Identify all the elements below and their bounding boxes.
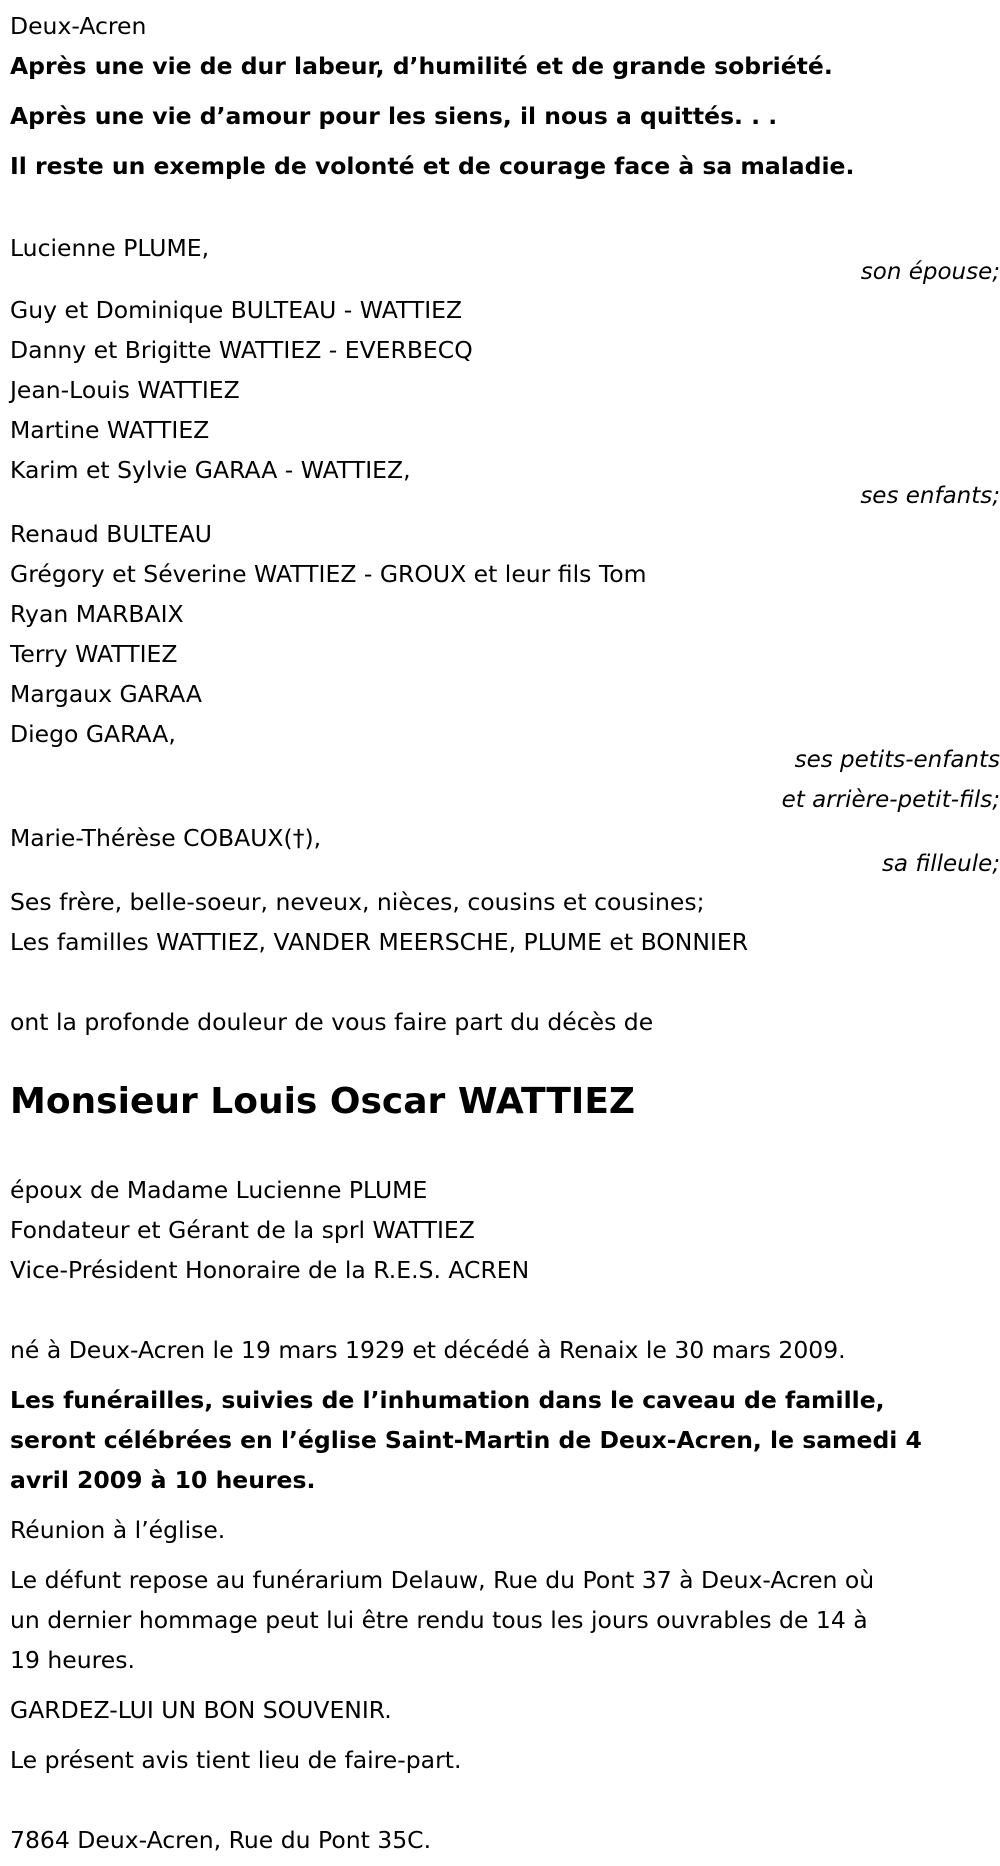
- grandchildren-role: ses petits-enfants: [794, 747, 1000, 773]
- place-heading: Deux-Acren: [10, 12, 147, 40]
- child-name: Martine WATTIEZ: [10, 416, 210, 444]
- viewing-info-line: 19 heures.: [10, 1646, 135, 1674]
- funeral-info-line: seront célébrées en l’église Saint-Martin de Deux-Acren, le samedi 4: [10, 1426, 922, 1454]
- spouse-role: son épouse;: [860, 259, 1000, 285]
- grandchild-name: Grégory et Séverine WATTIEZ - GROUX et leur fils Tom: [10, 560, 647, 588]
- other-families: Les familles WATTIEZ, VANDER MEERSCHE, PLUME et BONNIER: [10, 928, 749, 956]
- grandchild-name: Diego GARAA,: [10, 720, 176, 748]
- verse-line-1: Après une vie de dur labeur, d’humilité et de grande sobriété.: [10, 52, 833, 80]
- spouse-name: Lucienne PLUME,: [10, 234, 210, 262]
- funeral-info-line: Les funérailles, suivies de l’inhumation dans le caveau de famille,: [10, 1386, 885, 1414]
- children-role: ses enfants;: [860, 483, 1000, 509]
- goddaughter-name: Marie-Thérèse COBAUX(†),: [10, 824, 322, 852]
- grandchild-name: Ryan MARBAIX: [10, 600, 184, 628]
- verse-line-3: Il reste un exemple de volonté et de courage face à sa maladie.: [10, 152, 855, 180]
- viewing-info-line: un dernier hommage peut lui être rendu tous les jours ouvrables de 14 à: [10, 1606, 868, 1634]
- deceased-title: Vice-Président Honoraire de la R.E.S. ACREN: [10, 1256, 530, 1284]
- child-name: Jean-Louis WATTIEZ: [10, 376, 240, 404]
- announcement-intro: ont la profonde douleur de vous faire part du décès de: [10, 1008, 654, 1036]
- verse-line-2: Après une vie d’amour pour les siens, il nous a quittés. . .: [10, 102, 778, 130]
- deceased-title: Fondateur et Gérant de la sprl WATTIEZ: [10, 1216, 475, 1244]
- goddaughter-role: sa filleule;: [881, 851, 1000, 877]
- grandchild-name: Terry WATTIEZ: [10, 640, 178, 668]
- deceased-name: Monsieur Louis Oscar WATTIEZ: [10, 1081, 636, 1122]
- deceased-title: époux de Madame Lucienne PLUME: [10, 1176, 428, 1204]
- child-name: Karim et Sylvie GARAA - WATTIEZ,: [10, 456, 411, 484]
- grandchild-name: Margaux GARAA: [10, 680, 202, 708]
- grandchild-name: Renaud BULTEAU: [10, 520, 212, 548]
- family-address: 7864 Deux-Acren, Rue du Pont 35C.: [10, 1826, 432, 1854]
- child-name: Danny et Brigitte WATTIEZ - EVERBECQ: [10, 336, 473, 364]
- funeral-info-line: avril 2009 à 10 heures.: [10, 1466, 316, 1494]
- notice-text: Le présent avis tient lieu de faire-part.: [10, 1746, 462, 1774]
- other-relatives: Ses frère, belle-soeur, neveux, nièces, cousins et cousines;: [10, 888, 705, 916]
- birth-death-dates: né à Deux-Acren le 19 mars 1929 et décédé à Renaix le 30 mars 2009.: [10, 1336, 846, 1364]
- remember-message: GARDEZ-LUI UN BON SOUVENIR.: [10, 1696, 392, 1724]
- child-name: Guy et Dominique BULTEAU - WATTIEZ: [10, 296, 463, 324]
- meeting-info: Réunion à l’église.: [10, 1516, 226, 1544]
- viewing-info-line: Le défunt repose au funérarium Delauw, Rue du Pont 37 à Deux-Acren où: [10, 1566, 875, 1594]
- great-grandchild-role: et arrière-petit-fils;: [781, 787, 1000, 813]
